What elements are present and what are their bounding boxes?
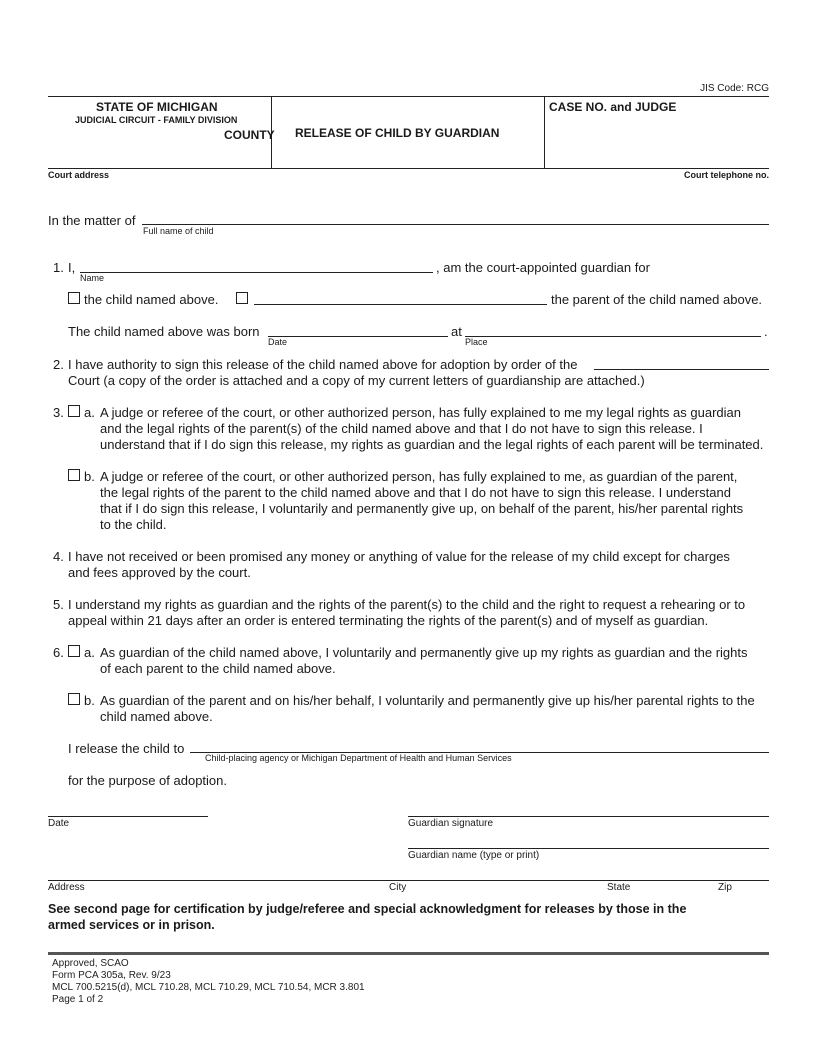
item4-line: I have not received or been promised any money or anything of value for the release of my child except for charges [68, 549, 730, 564]
item3-number: 3. [53, 405, 64, 420]
address-field[interactable] [48, 880, 769, 881]
item3a-checkbox[interactable] [68, 405, 80, 417]
guardian-name-caption: Name [80, 273, 105, 283]
guardian-print-name-field[interactable] [408, 848, 769, 849]
matter-prefix: In the matter of [48, 213, 136, 228]
item2-number: 2. [53, 357, 64, 372]
city-label: City [389, 882, 407, 893]
item1-prefix: I, [68, 260, 76, 275]
birth-place-caption: Place [465, 337, 488, 347]
item6b-letter: b. [84, 693, 95, 708]
item4-line: and fees approved by the court. [68, 565, 251, 580]
caption-divider-right [544, 96, 545, 169]
address-label: Address [48, 882, 85, 893]
state-name: STATE OF MICHIGAN [96, 100, 218, 114]
item3b-line: A judge or referee of the court, or other authorized person, has fully explained to me, as guardian of the parent, [100, 469, 738, 484]
option-parent-label: the parent of the child named above. [551, 292, 763, 307]
notice-line: armed services or in prison. [48, 918, 215, 932]
court-address-label: Court address [48, 170, 110, 180]
guardian-print-name-label: Guardian name (type or print) [408, 850, 540, 861]
court-name-field[interactable] [594, 369, 769, 370]
item6b-line: child named above. [100, 709, 213, 724]
period: . [764, 324, 768, 339]
item2-line1: I have authority to sign this release of the child named above for adoption by order of the [68, 357, 578, 372]
footer-approved: Approved, SCAO [52, 958, 129, 969]
zip-label: Zip [718, 882, 732, 893]
county-label: COUNTY [224, 128, 275, 142]
court-phone-label: Court telephone no. [684, 170, 769, 180]
item1-suffix: , am the court-appointed guardian for [436, 260, 650, 275]
birth-place-field[interactable] [465, 336, 761, 337]
release-text: I release the child to [68, 741, 185, 756]
item5-number: 5. [53, 597, 64, 612]
date-field[interactable] [48, 816, 208, 817]
item3a-line: A judge or referee of the court, or other authorized person, has fully explained to me my legal rights as guardian [100, 405, 741, 420]
item6b-checkbox[interactable] [68, 693, 80, 705]
at-text: at [451, 324, 462, 339]
footer-rule [48, 952, 769, 955]
item6a-line: of each parent to the child named above. [100, 661, 336, 676]
item6-number: 6. [53, 645, 64, 660]
notice-line: See second page for certification by judge/referee and special acknowledgment for releases by those in the [48, 902, 687, 916]
footer-mcl: MCL 700.5215(d), MCL 710.28, MCL 710.29, MCL 710.54, MCR 3.801 [52, 982, 365, 993]
child-full-name-caption: Full name of child [143, 226, 214, 236]
item3a-letter: a. [84, 405, 95, 420]
item2-line2: Court (a copy of the order is attached and a copy of my current letters of guardianship are attached.) [68, 373, 645, 388]
item1-number: 1. [53, 260, 64, 275]
option-parent-checkbox[interactable] [236, 292, 248, 304]
item3b-line: that if I do sign this release, I voluntarily and permanently give up, on behalf of the parent, his/her parental rights [100, 501, 744, 516]
jis-code: JIS Code: RCG [700, 83, 769, 94]
item3b-line: the legal rights of the parent to the child named above and that I do not have to sign this release. I understand [100, 485, 731, 500]
footer-page: Page 1 of 2 [52, 994, 104, 1005]
circuit-label: JUDICIAL CIRCUIT - FAMILY DIVISION [75, 115, 238, 125]
case-no-label: CASE NO. and JUDGE [549, 100, 677, 114]
item5-line: I understand my rights as guardian and the rights of the parent(s) to the child and the right to request a rehearing or to [68, 597, 746, 612]
item3b-letter: b. [84, 469, 95, 484]
agency-caption: Child-placing agency or Michigan Department of Health and Human Services [205, 753, 512, 763]
item3b-checkbox[interactable] [68, 469, 80, 481]
date-label: Date [48, 818, 70, 829]
item6a-checkbox[interactable] [68, 645, 80, 657]
option-child-label: the child named above. [84, 292, 219, 307]
child-full-name-field[interactable] [142, 224, 769, 225]
item3a-line: and the legal rights of the parent(s) of the child named above and that I do not have to sign this release. I [100, 421, 703, 436]
item6a-letter: a. [84, 645, 95, 660]
guardian-name-field[interactable] [80, 272, 433, 273]
guardian-signature-field[interactable] [408, 816, 769, 817]
item3a-line: understand that if I do sign this release, my rights as guardian and the legal rights of each parent will be terminated. [100, 437, 764, 452]
item6a-line: As guardian of the child named above, I voluntarily and permanently give up my rights as guardian and the rights [100, 645, 748, 660]
option-child-checkbox[interactable] [68, 292, 80, 304]
born-text: The child named above was born [68, 324, 260, 339]
purpose-text: for the purpose of adoption. [68, 773, 228, 788]
item3b-line: to the child. [100, 517, 167, 532]
form-title: RELEASE OF CHILD BY GUARDIAN [295, 126, 500, 140]
footer-form: Form PCA 305a, Rev. 9/23 [52, 970, 171, 981]
item5-line: appeal within 21 days after an order is entered terminating the rights of the parent(s) and of myself as guardian. [68, 613, 709, 628]
birth-date-field[interactable] [268, 336, 448, 337]
item6b-line: As guardian of the parent and on his/her behalf, I voluntarily and permanently give up his/her parental rights to the [100, 693, 755, 708]
parent-name-field[interactable] [254, 304, 547, 305]
state-label: State [607, 882, 631, 893]
birth-date-caption: Date [268, 337, 288, 347]
guardian-signature-label: Guardian signature [408, 818, 494, 829]
item4-number: 4. [53, 549, 64, 564]
